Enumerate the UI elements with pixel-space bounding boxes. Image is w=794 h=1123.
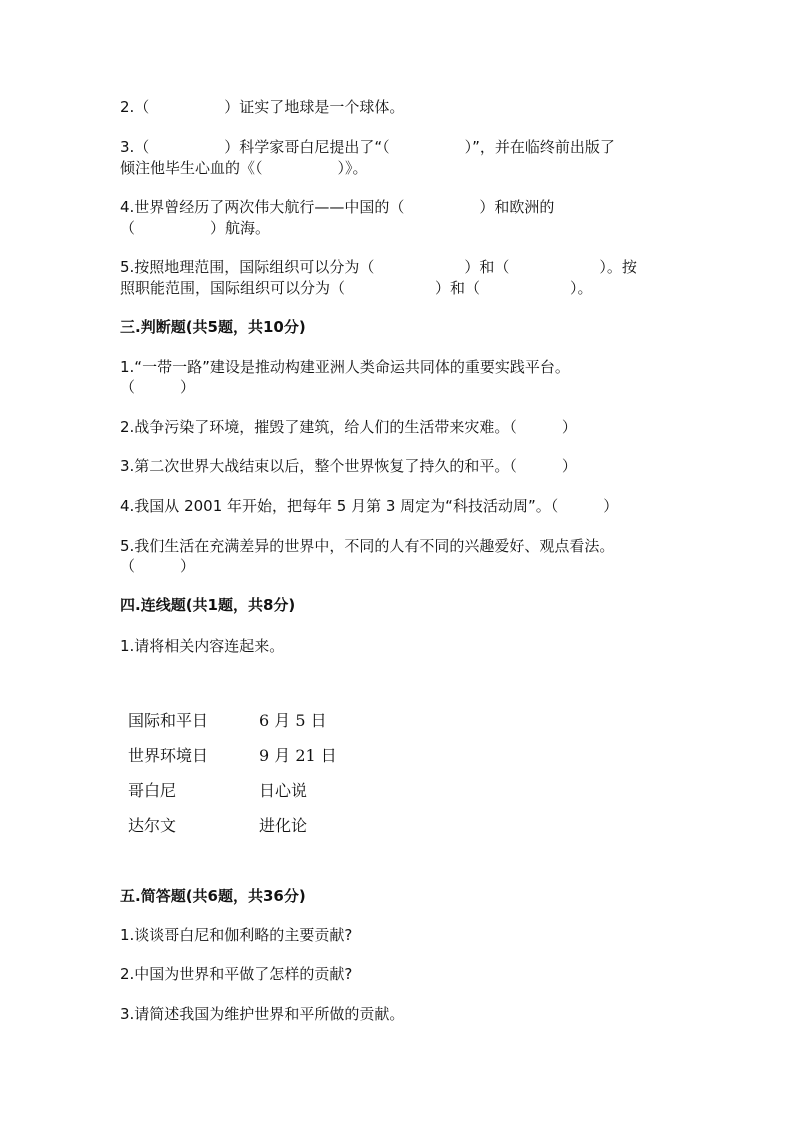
short-answer-item-1: 1.谈谈哥白尼和伽利略的主要贡献? — [120, 926, 353, 944]
fill-item-3-line1: 3.（ ）科学家哥白尼提出了“（ ）”，并在临终前出版了 — [120, 138, 615, 156]
section-4-title: 四.连线题(共1题，共8分) — [120, 596, 296, 614]
matching-right-item: 进化论 — [259, 816, 308, 835]
judge-item-1-line2: （ ） — [120, 378, 196, 396]
matching-right-item: 日心说 — [259, 781, 308, 800]
short-answer-item-2: 2.中国为世界和平做了怎样的贡献? — [120, 965, 353, 983]
judge-item-5-line2: （ ） — [120, 557, 196, 575]
matching-left-item: 哥白尼 — [128, 781, 177, 800]
fill-item-2: 2.（ ）证实了地球是一个球体。 — [120, 98, 405, 116]
matching-left-item: 世界环境日 — [128, 746, 209, 765]
fill-item-3-line2: 倾注他毕生心血的《（ ）》。 — [120, 159, 368, 177]
section-3-title: 三.判断题(共5题，共10分) — [120, 318, 306, 336]
fill-item-5-line2: 照职能范围，国际组织可以分为（ ）和（ ）。 — [120, 279, 593, 297]
judge-item-4: 4.我国从 2001 年开始，把每年 5 月第 3 周定为“科技活动周”。（ ） — [120, 497, 619, 515]
fill-item-4-line2: （ ）航海。 — [120, 219, 271, 237]
matching-left-item: 达尔文 — [128, 816, 177, 835]
matching-right-item: 9 月 21 日 — [259, 746, 337, 765]
judge-item-5-line1: 5.我们生活在充满差异的世界中，不同的人有不同的兴趣爱好、观点看法。 — [120, 537, 615, 555]
judge-item-1-line1: 1.“一带一路”建设是推动构建亚洲人类命运共同体的重要实践平台。 — [120, 358, 570, 376]
fill-item-5-line1: 5.按照地理范围，国际组织可以分为（ ）和（ ）。按 — [120, 258, 637, 276]
judge-item-3: 3.第二次世界大战结束以后，整个世界恢复了持久的和平。（ ） — [120, 457, 577, 475]
fill-item-4-line1: 4.世界曾经历了两次伟大航行——中国的（ ）和欧洲的 — [120, 198, 555, 216]
section-5-title: 五.简答题(共6题，共36分) — [120, 887, 306, 905]
short-answer-item-3: 3.请简述我国为维护世界和平所做的贡献。 — [120, 1005, 405, 1023]
matching-right-item: 6 月 5 日 — [259, 711, 327, 730]
matching-question: 1.请将相关内容连起来。 — [120, 637, 285, 655]
matching-left-item: 国际和平日 — [128, 711, 209, 730]
judge-item-2: 2.战争污染了环境，摧毁了建筑，给人们的生活带来灾难。（ ） — [120, 418, 577, 436]
